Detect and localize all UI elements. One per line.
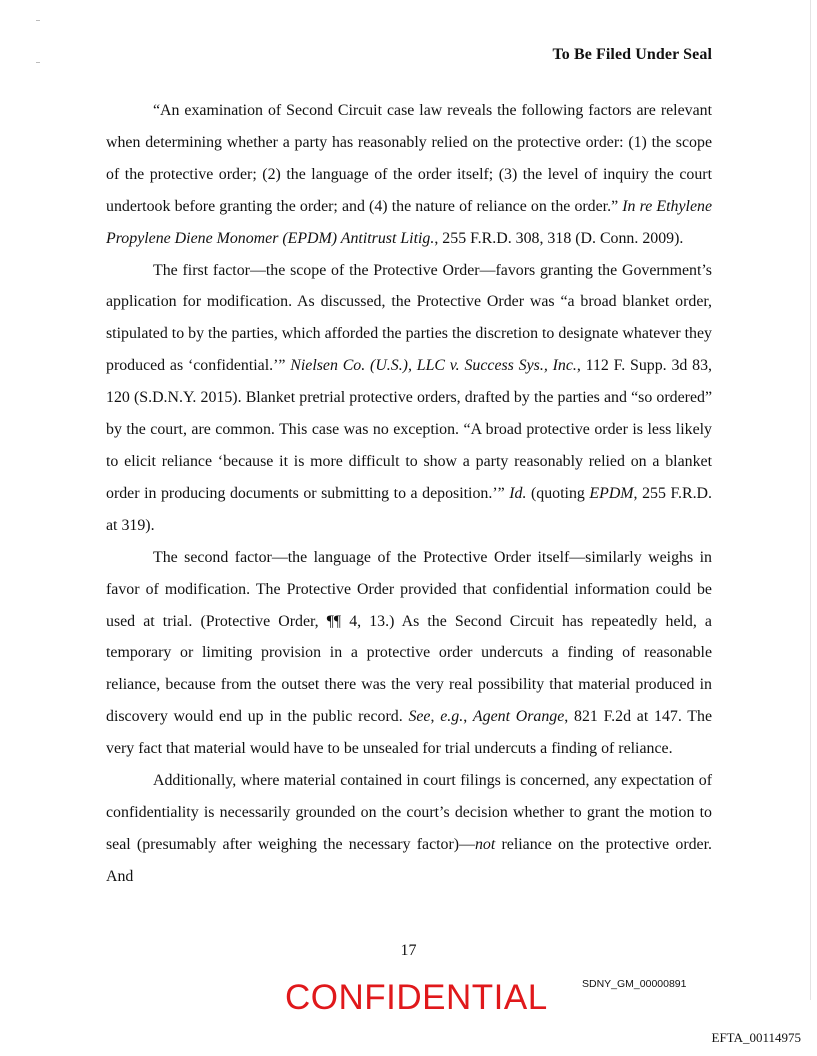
text-run: , [463, 708, 473, 726]
case-citation: Nielsen Co. (U.S.), LLC v. Success Sys., Inc. [290, 357, 577, 375]
paragraph [106, 765, 712, 893]
text-run: , 821 F.2d at 147. The very fact that material would have to be unsealed for trial undercuts a finding of reliance. [106, 708, 713, 758]
text-run: “An examination of Second Circuit case law reveals the following factors are relevant when determining whether a party has reasonably relied on the protective order: (1) the scope of the protective order; (2) the language of the order itself; (3) the level of inquiry the court undertook before granting the order; and (4) the nature of reliance on the order.” [106, 102, 712, 215]
page-edge-line [810, 0, 811, 1000]
efta-number: EFTA_00114975 [711, 1030, 801, 1045]
text-run: Additionally, where material contained in court filings is concerned, any expectation of confidentiality is necessarily grounded on the court’s decision whether to grant the motion to seal (presumably after weighing the necessary factor)— [106, 772, 712, 853]
text-run: , 255 F.R.D. 308, 318 (D. Conn. 2009). [434, 229, 684, 247]
text-run: reliance on the protective order. And [106, 835, 712, 885]
paragraph [106, 255, 712, 542]
text-run: , [430, 708, 441, 726]
case-citation: In re Ethylene Propylene Diene Monomer (EPDM) Antitrust Litig. [106, 197, 712, 247]
text-run: , 112 F. Supp. 3d 83, 120 (S.D.N.Y. 2015). Blanket pretrial protective orders, drafted by the parties and “so ordered” by the court, are common. This case was no exception. “A broad protective order is less likely to elicit reliance ‘because it is more difficult to show a party reasonably relied on a blanket order in producing documents or submitting to a deposition.’” [106, 357, 712, 502]
emphasis: not [474, 835, 496, 853]
signal-word: See [408, 708, 431, 726]
scan-mark [36, 62, 40, 63]
text-run: , 255 F.R.D. at 319). [106, 484, 713, 534]
scan-mark [36, 20, 40, 21]
text-run: The second factor—the language of the Protective Order itself—similarly weighs in favor of modification. The Protective Order provided that confidential information could be used at trial. (Protective Order, ¶¶ 4, 13.) As the Second Circuit has repeatedly held, a temporary or limiting provision in a protective order undercuts a finding of reasonable reliance, because from the outset there was the very real possibility that material produced in discovery would end up in the public record. [106, 548, 712, 726]
signal-word: e.g. [440, 708, 464, 726]
case-citation: Id. [509, 484, 527, 502]
text-run: (quoting [526, 484, 590, 502]
seal-header: To Be Filed Under Seal [552, 46, 712, 63]
document-body [106, 95, 712, 893]
bates-number: SDNY_GM_00000891 [582, 978, 687, 990]
case-citation: EPDM [589, 484, 634, 502]
page-number: 17 [400, 942, 417, 959]
case-citation: Agent Orange [472, 708, 565, 726]
confidential-stamp: CONFIDENTIAL [285, 978, 548, 1017]
text-run: The first factor—the scope of the Protective Order—favors granting the Government’s application for modification. As discussed, the Protective Order was “a broad blanket order, stipulated to by the parties, which afforded the parties the discretion to designate whatever they produced as ‘confidential.’” [106, 261, 712, 375]
paragraph [106, 542, 712, 765]
paragraph [106, 95, 712, 255]
